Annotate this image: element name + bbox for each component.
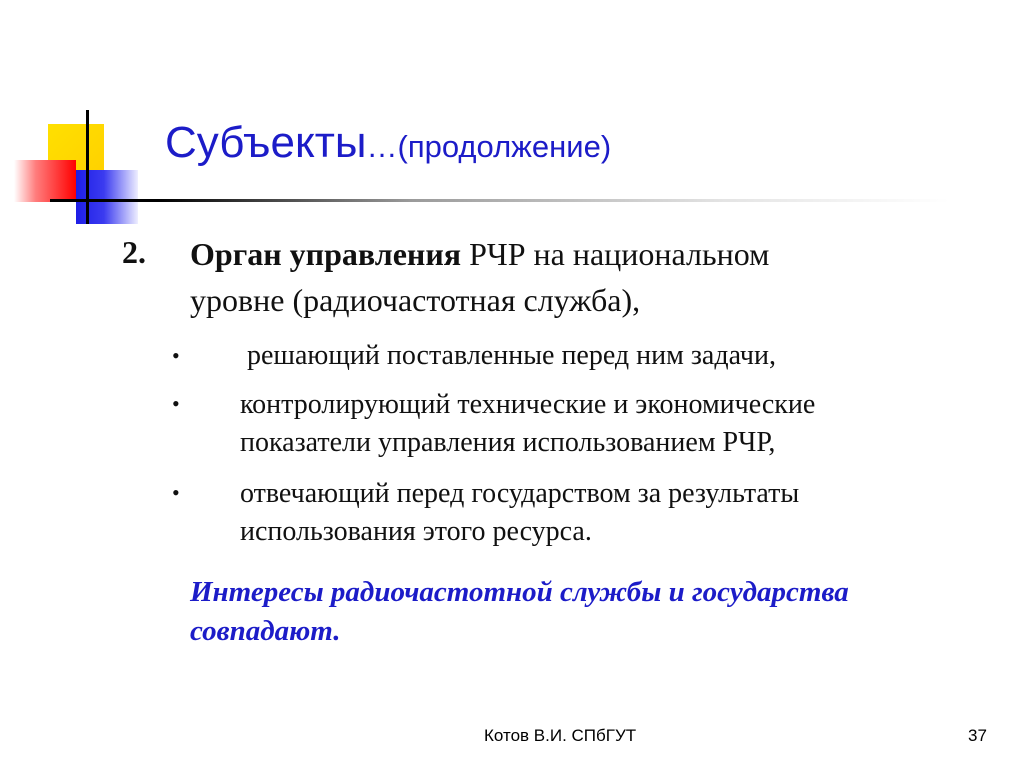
item-number: 2. (122, 234, 146, 270)
item-text (190, 231, 970, 323)
item-bold-lead: Орган управления (190, 236, 462, 272)
footer-author: Котов В.И. СПбГУТ (484, 726, 637, 745)
title-continuation: …(продолжение) (366, 129, 612, 164)
red-gradient-decoration (14, 160, 76, 202)
note-line-2: совпадают. (190, 615, 341, 647)
bullet-marker: • (172, 391, 180, 416)
slide-title (165, 118, 611, 168)
decorative-corner-graphic (0, 0, 150, 240)
title-underline-rule (50, 199, 950, 202)
vertical-rule (86, 110, 89, 224)
bullet-marker: • (172, 343, 180, 368)
bullet-text-3 (240, 475, 980, 551)
bullet-3-line-1: отвечающий перед государством за результаты (240, 478, 800, 509)
bullet-3-line-2: использования этого ресурса. (240, 516, 592, 547)
item-text-line1: РЧР на национальном (461, 236, 770, 272)
bullet-2-line-2: показатели управления использованием РЧР, (240, 427, 776, 458)
page-number: 37 (968, 726, 987, 745)
bullet-text-1 (240, 337, 980, 375)
highlight-note (190, 573, 990, 651)
bullet-2-line-1: контролирующий технические и экономические (240, 389, 816, 420)
bullet-text-2 (240, 386, 980, 462)
bullet-marker: • (172, 480, 180, 505)
item-text-line2: уровне (радиочастотная служба), (190, 282, 641, 318)
bullet-1-line-1: решающий поставленные перед ним задачи, (240, 340, 776, 371)
note-line-1: Интересы радиочастотной службы и государства (190, 576, 849, 608)
title-main: Субъекты (165, 118, 367, 167)
